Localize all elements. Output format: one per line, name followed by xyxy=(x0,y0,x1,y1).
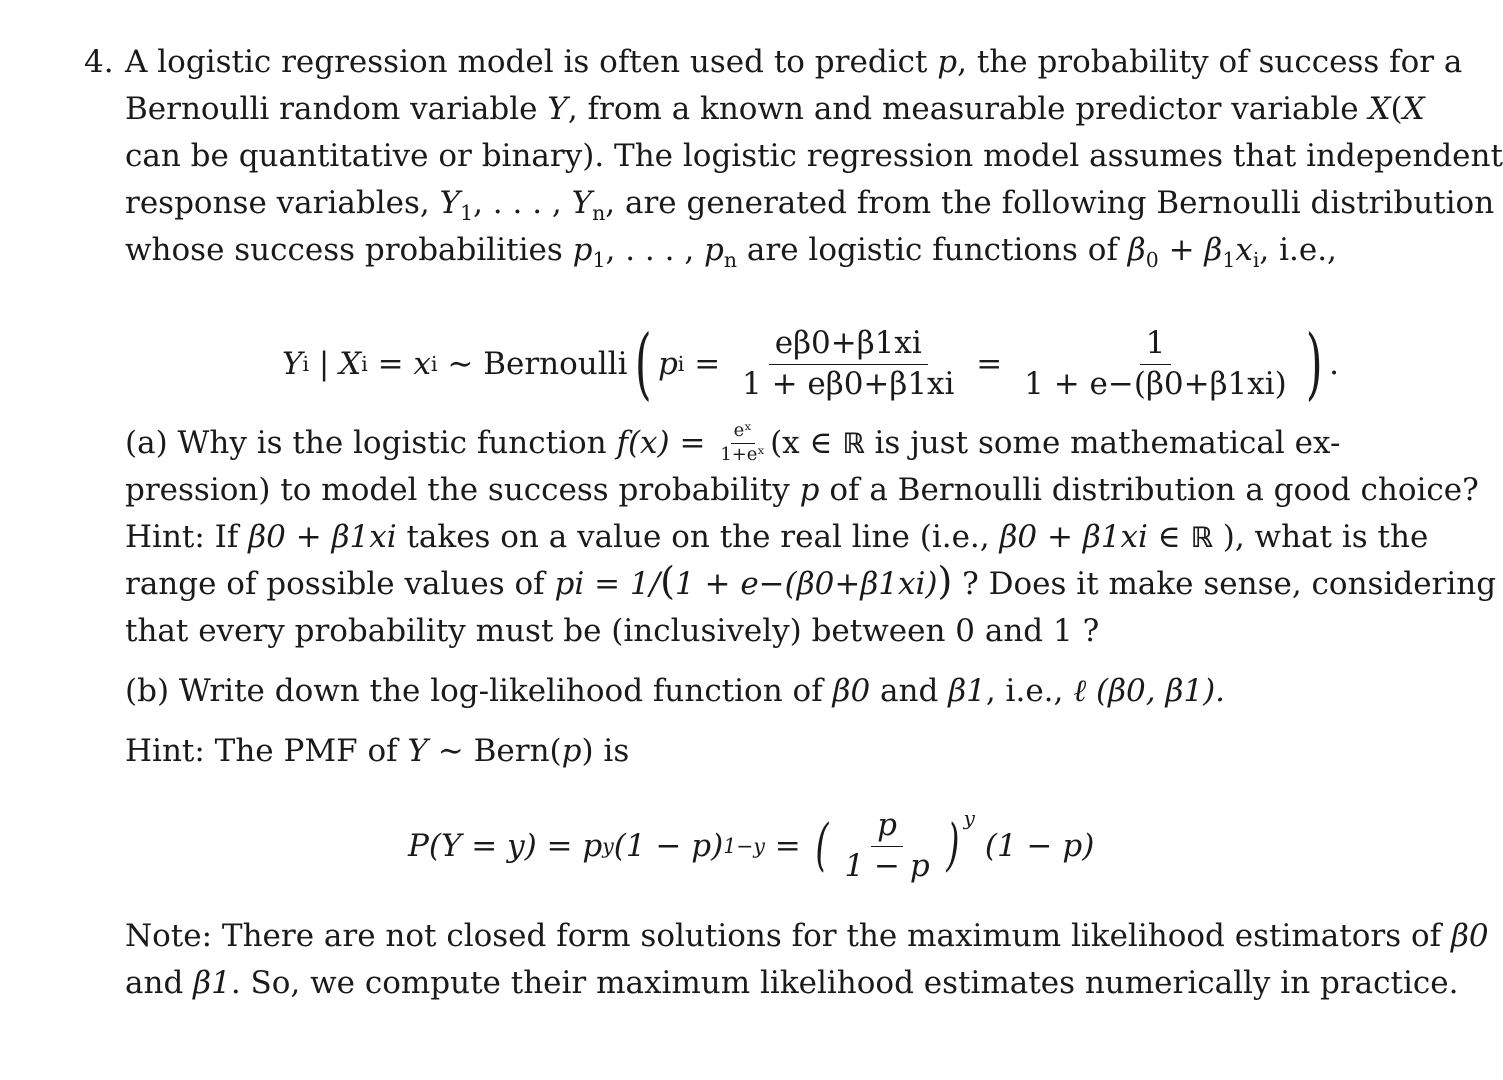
var-X: X xyxy=(1402,91,1425,127)
left-paren: ( xyxy=(634,319,652,409)
fraction-ex xyxy=(717,421,768,465)
text: , from a known and measurable predictor variable xyxy=(567,91,1369,127)
subscript: i xyxy=(1252,248,1260,273)
text: and xyxy=(125,965,194,1001)
intro-line-4 xyxy=(125,180,1495,227)
part-b-line-1 xyxy=(125,668,1334,715)
text: (x ∈ xyxy=(770,425,843,461)
right-paren: ) xyxy=(937,559,953,603)
numerator: 1 xyxy=(1140,326,1172,365)
sim: ∼ xyxy=(437,346,484,382)
equals: = xyxy=(367,346,414,382)
text: Hint: The PMF of xyxy=(125,733,408,769)
text: Bernoulli random variable xyxy=(125,91,548,127)
text: , i.e., xyxy=(985,673,1074,709)
part-a-line-5: that every probability must be (inclusively) between 0 and 1 ? xyxy=(125,613,1100,649)
fraction-logistic-alt xyxy=(1018,326,1293,402)
var-X: X xyxy=(339,346,362,382)
given-bar: | xyxy=(309,346,340,382)
bernoulli-label: Bernoulli xyxy=(483,346,628,382)
period: . xyxy=(1329,346,1340,382)
denominator: 1 − p xyxy=(844,847,930,884)
plus: + xyxy=(1158,232,1205,268)
part-b-line-2 xyxy=(125,728,1334,775)
exponent-y: y xyxy=(963,806,975,830)
denominator: 1 + e−(β0+β1xi) xyxy=(1024,365,1287,402)
numerator: p xyxy=(871,808,903,847)
dots: , . . . , xyxy=(473,185,572,221)
linear-predictor: β0 + β1xi xyxy=(248,519,397,555)
dots: , . . . , xyxy=(605,232,705,268)
fraction-odds xyxy=(838,808,935,884)
text: , the probability of success for a xyxy=(957,44,1463,80)
reals-symbol: ℝ xyxy=(842,427,865,460)
pmf-lhs: P(Y = y) = p xyxy=(408,828,603,864)
text: is just some mathematical ex- xyxy=(864,425,1341,461)
text: Note: There are not closed form solutions for the maximum likelihood estimators of xyxy=(125,918,1451,954)
text: (a) Why is the logistic function xyxy=(125,425,617,461)
subscript: n xyxy=(723,248,738,273)
var-p: p xyxy=(572,232,593,268)
text: (b) Write down the log-likelihood function of xyxy=(125,673,833,709)
part-a-line-4 xyxy=(125,559,1497,608)
numerator: eˣ xyxy=(731,421,755,444)
text: takes on a value on the real line (i.e., xyxy=(396,519,1000,555)
equation-pmf: P(Y = y) = p y (1 − p) 1−y = ( $\frac{p}{1 - p}$ ) y (1 − p) xyxy=(408,806,1095,884)
text: are logistic functions of xyxy=(737,232,1128,268)
paren: ( xyxy=(1390,91,1403,127)
numerator: eβ0+β1xi xyxy=(769,326,928,365)
beta-1: β1 xyxy=(948,673,986,709)
var-Y: Y xyxy=(571,185,593,221)
subscript: 1 xyxy=(592,248,606,273)
left-paren: ( xyxy=(814,813,829,878)
var-Y: Y xyxy=(439,185,461,221)
function-f: f(x) = xyxy=(616,425,716,461)
var-x: x xyxy=(413,346,431,382)
problem-number: 4. xyxy=(84,44,114,80)
equation-bernoulli-logistic: Y i | X i = x i ∼ Bernoulli ( p i = $\frac{e\beta 0+\beta 1xi}{1 + e\beta 0+\beta 1xi}$ = $\frac{1}{1 + e-(\beta 0+\beta 1xi)}$ ) . xyxy=(282,319,1340,409)
var-Y: Y xyxy=(282,346,303,382)
var-x: x xyxy=(1235,232,1253,268)
intro-line-2 xyxy=(125,86,1425,133)
text: whose success probabilities xyxy=(125,232,573,268)
text: , i.e., xyxy=(1259,232,1337,268)
var-Y: Y xyxy=(407,733,428,769)
note-line-2 xyxy=(125,960,1459,1007)
denominator: 1 + eβ0+β1xi xyxy=(742,365,955,402)
equals: = xyxy=(966,346,1013,382)
var-p: p xyxy=(561,733,582,769)
part-a-line-1 xyxy=(125,420,1341,467)
one-minus-p: (1 − p) xyxy=(613,828,724,864)
subscript: 1 xyxy=(460,201,474,226)
text: ? Does it make sense, considering xyxy=(952,566,1497,602)
text: range of possible values of xyxy=(125,566,555,602)
beta-0: β0 xyxy=(1450,918,1489,954)
var-p: p xyxy=(704,232,724,268)
equals: = xyxy=(764,828,811,864)
text: . So, we compute their maximum likelihood estimates numerically in practice. xyxy=(230,965,1459,1001)
left-paren: ( xyxy=(660,559,675,603)
text: and xyxy=(870,673,949,709)
var-p: p xyxy=(657,346,678,382)
var-p: p xyxy=(937,44,958,80)
text: pression) to model the success probability xyxy=(125,472,800,508)
text: ), what is the xyxy=(1212,519,1429,555)
beta-0: β0 xyxy=(832,673,871,709)
beta: β xyxy=(1204,232,1223,268)
part-a-line-2 xyxy=(125,467,1479,514)
text: response variables, xyxy=(125,185,440,221)
text: ) is xyxy=(581,733,630,769)
text: A logistic regression model is often used to predict xyxy=(125,44,938,80)
text: ∼ Bern( xyxy=(427,733,562,769)
subscript: n xyxy=(592,201,606,226)
intro-line-1 xyxy=(125,39,1463,86)
fraction-logistic xyxy=(736,326,960,402)
text: , are generated from the following Bernoulli distribution xyxy=(605,185,1495,221)
log-likelihood: ℓ (β0, β1). xyxy=(1073,673,1226,709)
inner-expression: 1 + e−(β0+β1xi) xyxy=(674,566,938,602)
denominator: 1+eˣ xyxy=(720,444,766,465)
logistic-function xyxy=(616,420,864,467)
note-line-1 xyxy=(125,913,1489,960)
text: of a Bernoulli distribution a good choice? xyxy=(819,472,1479,508)
var-p: p xyxy=(799,472,820,508)
text: Hint: If xyxy=(125,519,249,555)
subscript: 0 xyxy=(1145,248,1159,273)
reals-symbol: ℝ xyxy=(1190,521,1213,554)
pi-expression: pi = 1/ xyxy=(554,566,661,602)
var-X: X xyxy=(1368,91,1391,127)
beta-1: β1 xyxy=(193,965,231,1001)
linear-predictor-in-reals: β0 + β1xi ∈ xyxy=(999,519,1191,555)
intro-line-5 xyxy=(125,227,1337,274)
intro-line-3: can be quantitative or binary). The logistic regression model assumes that independent xyxy=(125,138,1503,174)
right-paren: ) xyxy=(946,813,960,878)
equals: = xyxy=(684,346,731,382)
one-minus-p: (1 − p) xyxy=(984,828,1095,864)
right-paren: ) xyxy=(1305,319,1323,409)
beta: β xyxy=(1127,232,1146,268)
var-Y: Y xyxy=(547,91,568,127)
part-a-line-3 xyxy=(125,514,1429,561)
subscript: 1 xyxy=(1222,248,1236,273)
